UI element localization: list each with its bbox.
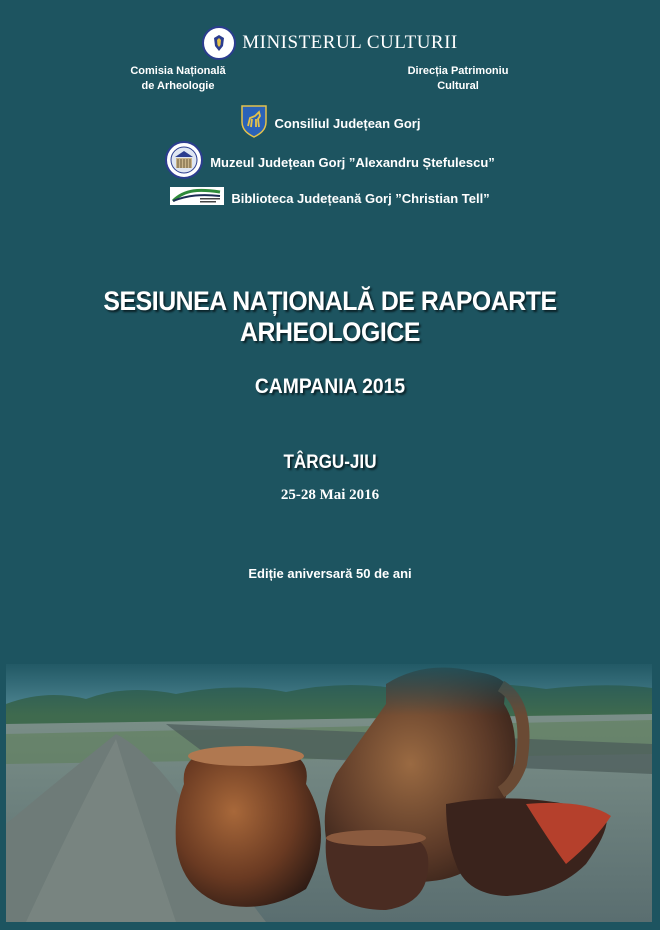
institution-label: Biblioteca Județeană Gorj ”Christian Tell” (231, 191, 490, 206)
library-logo-icon (170, 187, 224, 210)
gorj-coat-of-arms-icon (240, 104, 268, 143)
edition-label: Ediție aniversară 50 de ani (248, 566, 412, 581)
ministry-seal-icon (202, 26, 236, 60)
commission-line-1: Comisia Națională (130, 65, 226, 77)
archaeology-photo (6, 664, 652, 922)
museum-seal-icon (165, 141, 203, 184)
directorate-line-2: Cultural (437, 80, 479, 92)
institution-museum (0, 141, 660, 184)
institution-library (0, 187, 660, 210)
ministry-header (0, 26, 660, 60)
institution-label: Consiliul Județean Gorj (274, 116, 421, 131)
event-dates: 25-28 Mai 2016 (280, 487, 380, 503)
ministry-name: MINISTERUL CULTURII (242, 32, 458, 53)
institution-county-council (0, 104, 660, 143)
event-title: SESIUNEA NAȚIONALĂ DE RAPOARTE ARHEOLOGICE (103, 286, 557, 347)
commission-label (108, 64, 248, 94)
directorate-line-1: Direcția Patrimoniu (407, 65, 509, 77)
directorate-label (388, 64, 528, 94)
institution-label: Muzeul Județean Gorj ”Alexandru Ștefulescu” (210, 155, 495, 170)
city-label: TÂRGU-JIU (283, 452, 377, 473)
commission-line-2: de Arheologie (141, 80, 215, 92)
campaign-label: CAMPANIA 2015 (254, 375, 406, 398)
